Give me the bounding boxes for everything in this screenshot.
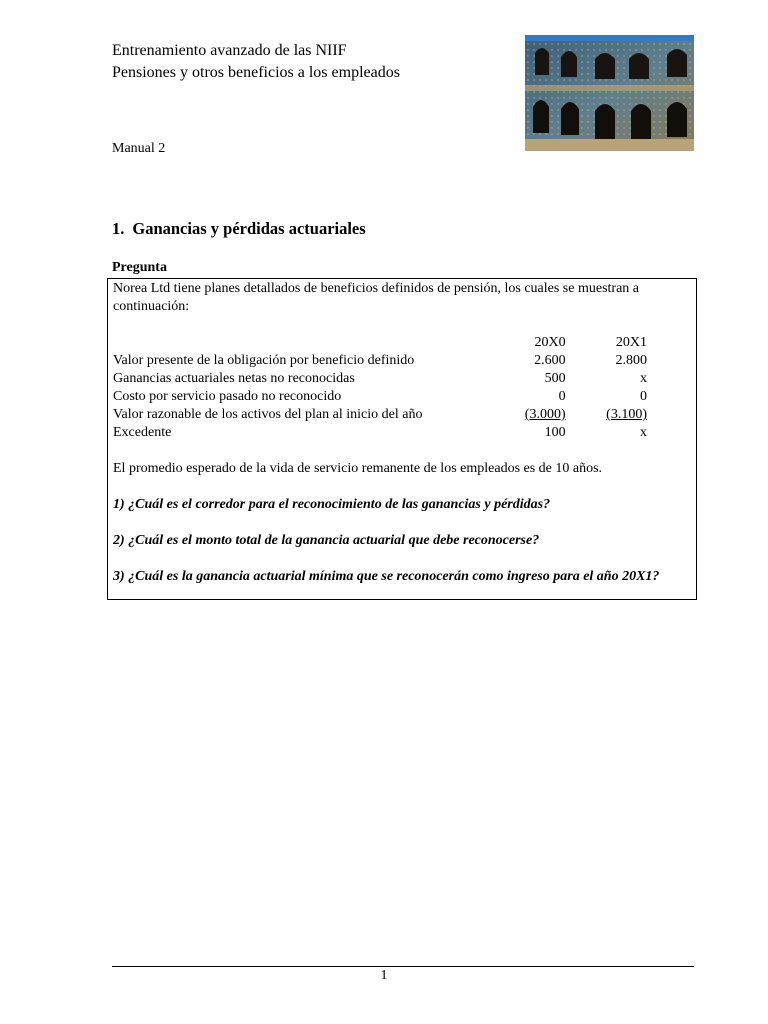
column-header-20x0: 20X0 [534, 335, 566, 350]
question-box [107, 278, 697, 600]
table-row [113, 388, 647, 406]
question-label: Pregunta [112, 260, 167, 275]
question-1: 1) ¿Cuál es el corredor para el reconocimiento de las ganancias y pérdidas? [113, 497, 551, 512]
manual-label: Manual 2 [112, 141, 166, 156]
column-header-20x1: 20X1 [615, 335, 647, 350]
row-value-20x0: 2.600 [534, 353, 566, 368]
section-title: Ganancias y pérdidas actuariales [132, 219, 366, 238]
row-value-20x1: x [640, 371, 647, 386]
document-header [112, 40, 400, 84]
question-3: 3) ¿Cuál es la ganancia actuarial mínima que se reconocerán como ingreso para el año 20X1? [113, 569, 660, 584]
row-value-20x1: 0 [640, 389, 647, 404]
question-intro: Norea Ltd tiene planes detallados de beneficios definidos de pensión, los cuales se muestran a continuación: [113, 281, 639, 314]
header-subtitle: Pensiones y otros beneficios a los empleados [112, 64, 400, 81]
table-row [113, 424, 647, 442]
table-row [113, 406, 647, 424]
row-label: Ganancias actuariales netas no reconocidas [113, 371, 355, 386]
section-heading [112, 219, 366, 239]
financial-table [113, 334, 647, 442]
row-label: Valor presente de la obligación por beneficio definido [113, 353, 415, 368]
question-2: 2) ¿Cuál es el monto total de la ganancia actuarial que debe reconocerse? [113, 533, 540, 548]
row-value-20x0: 0 [558, 389, 566, 404]
header-photo [525, 35, 694, 151]
row-label: Valor razonable de los activos del plan al inicio del año [113, 407, 423, 422]
table-row [113, 352, 647, 370]
row-value-20x1: x [640, 425, 647, 440]
row-value-20x1: 2.800 [615, 353, 647, 368]
page-number: 1 [380, 968, 388, 983]
row-label: Excedente [113, 425, 172, 440]
footer-rule [112, 966, 694, 967]
table-row [113, 370, 647, 388]
row-value-20x1: (3.100) [606, 407, 647, 422]
section-number: 1. [112, 219, 125, 238]
row-value-20x0: (3.000) [524, 407, 566, 422]
header-title: Entrenamiento avanzado de las NIIF [112, 42, 347, 59]
table-header-row [113, 334, 647, 352]
row-value-20x0: 100 [544, 425, 566, 440]
row-value-20x0: 500 [544, 371, 566, 386]
row-label: Costo por servicio pasado no reconocido [113, 389, 342, 404]
service-life-note: El promedio esperado de la vida de servicio remanente de los empleados es de 10 años. [113, 461, 603, 476]
